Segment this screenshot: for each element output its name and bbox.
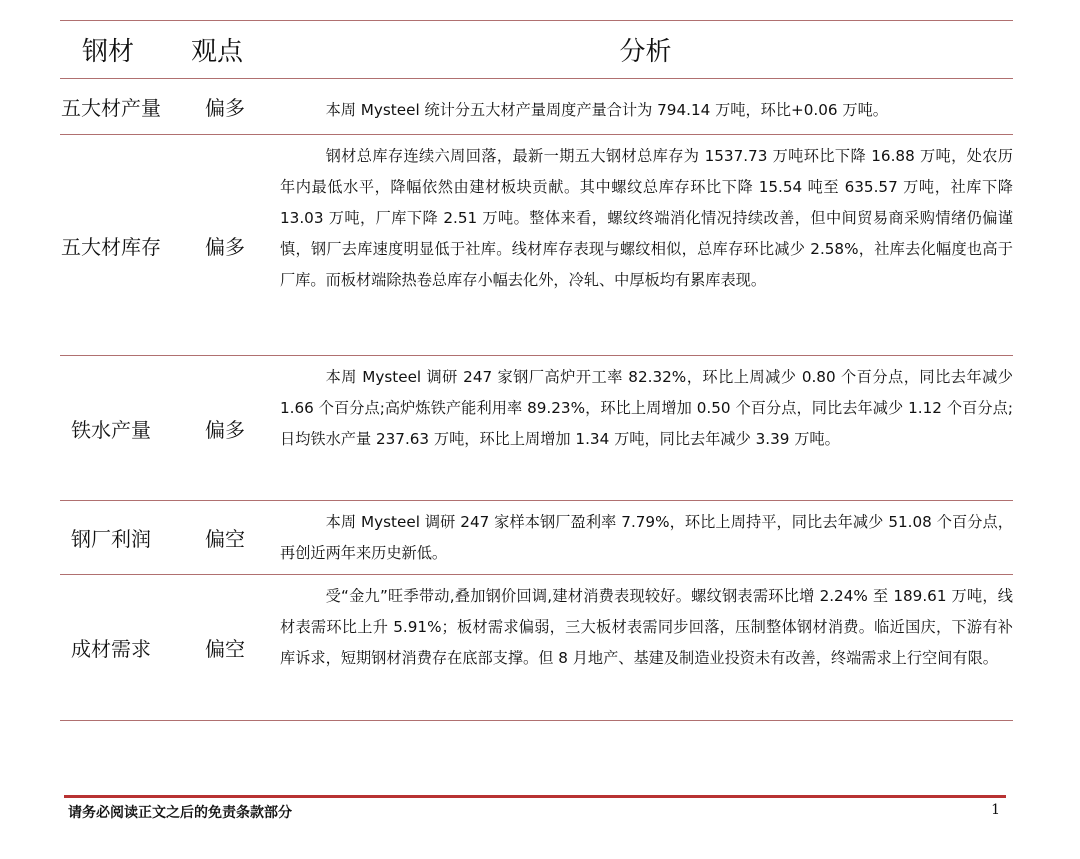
row-category: 成材需求	[71, 637, 151, 661]
row-analysis: 受“金九”旺季带动,叠加钢价回调,建材消费表现较好。螺纹钢表需环比增 2.24% 至 189.61 万吨，线材表需环比上升 5.91%；板材需求偏弱，三大板材表需同步回落，压制整体钢材消费。临近国庆，下游有补库诉求，短期钢材消费存在底部支撑。但 8 月地产、基建及制造业投资未有改善，终端需求上行空间有限。	[280, 587, 1013, 667]
row-category: 五大材库存	[61, 234, 161, 259]
table-row	[60, 356, 1013, 501]
footer-divider	[64, 795, 1006, 798]
page-number: 1	[991, 802, 1000, 818]
row-view: 偏多	[205, 417, 245, 442]
table-row	[60, 575, 1013, 721]
row-category: 钢厂利润	[71, 527, 151, 551]
table-row	[60, 501, 1013, 575]
header-view: 观点	[190, 37, 243, 67]
table-header	[60, 21, 1013, 79]
row-analysis: 本周 Mysteel 调研 247 家样本钢厂盈利率 7.79%，环比上周持平，同比去年减少 51.08 个百分点，再创近两年来历史新低。	[280, 513, 1013, 562]
row-view: 偏多	[205, 96, 245, 120]
steel-analysis-table	[60, 20, 1013, 721]
header-steel: 钢材	[81, 37, 134, 67]
row-analysis: 钢材总库存连续六周回落，最新一期五大钢材总库存为 1537.73 万吨环比下降 16.88 万吨，处农历年内最低水平，降幅依然由建材板块贡献。其中螺纹总库存环比下降 15.54 吨至 635.57 万吨，社库下降 13.03 万吨，厂库下降 2.51 万吨。整体来看，螺纹终端消化情况持续改善，但中间贸易商采购情绪仍偏谨慎，钢厂去库速度明显低于社库。线材库存表现与螺纹相似，总库存环比减少 2.58%，社库去化幅度也高于厂库。而板材端除热卷总库存小幅去化外，冷轧、中厚板均有累库表现。	[280, 147, 1013, 289]
row-analysis: 本周 Mysteel 调研 247 家钢厂高炉开工率 82.32%，环比上周减少 0.80 个百分点，同比去年减少 1.66 个百分点;高炉炼铁产能利用率 89.23%，环比上周增加 0.50 个百分点，同比去年减少 1.12 个百分点;日均铁水产量 237.63 万吨，环比上周增加 1.34 万吨，同比去年减少 3.39 万吨。	[280, 368, 1013, 448]
table-row	[60, 79, 1013, 135]
footer-disclaimer: 请务必阅读正文之后的免责条款部分	[68, 805, 292, 821]
row-view: 偏空	[205, 637, 245, 661]
row-view: 偏空	[205, 527, 245, 551]
row-view: 偏多	[205, 234, 245, 259]
row-category: 五大材产量	[61, 96, 161, 120]
table-row	[60, 135, 1013, 356]
row-category: 铁水产量	[71, 417, 151, 442]
header-analysis: 分析	[619, 37, 672, 67]
row-analysis: 本周 Mysteel 统计分五大材产量周度产量合计为 794.14 万吨，环比+0.06 万吨。	[325, 101, 888, 119]
